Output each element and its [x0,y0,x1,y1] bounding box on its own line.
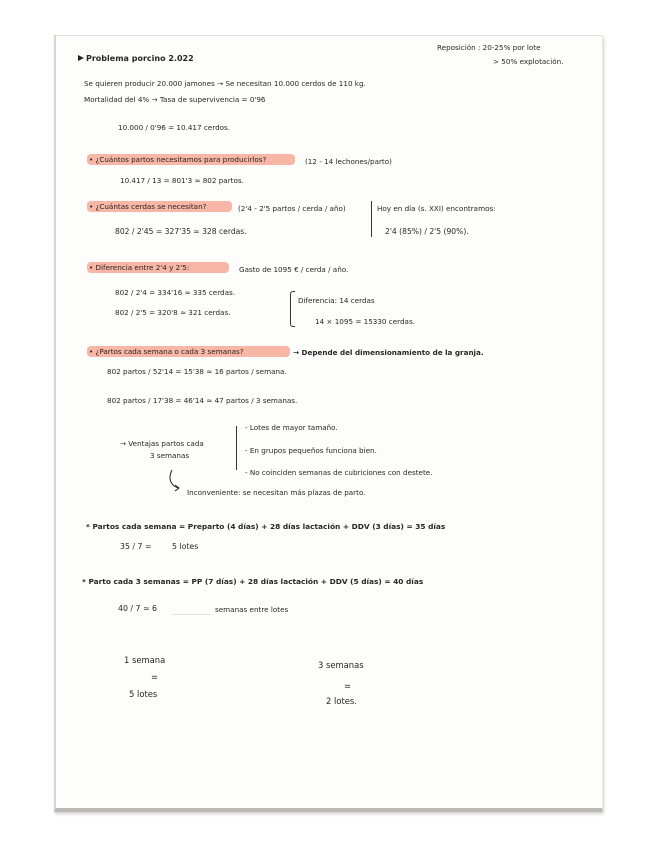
summary-left-eq: = [151,672,159,682]
question-difference-aside: Gasto de 1095 € / cerda / año. [239,265,349,274]
drawback: Inconveniente: se necesitan más plazas de parto. [187,488,366,497]
intro-line-2: Mortalidad del 4% → Tasa de supervivencia = 0'96 [84,95,266,104]
advantages-bracket [236,426,237,470]
intro-line-1: Se quieren producir 20.000 jamones → Se necesitan 10.000 cerdos de 110 kg. [84,79,366,88]
question-frequency: • ¿Partos cada semana o cada 3 semanas? [89,347,244,356]
today-values: 2'4 (85%) / 2'5 (90%). [385,227,469,236]
advantages-label-cont: 3 semanas [150,451,190,460]
difference-label: Diferencia: 14 cerdas [298,296,375,305]
advantages-label: → Ventajas partos cada [120,439,204,448]
triweekly-calc: 40 / 7 ≃ 6 [118,604,157,613]
difference-calc-1: 802 / 2'4 = 334'16 ≃ 335 cerdas. [115,288,236,297]
brace-difference [290,291,295,327]
question-difference: • Diferencia entre 2'4 y 2'5: [89,263,190,272]
difference-calc-3: 14 × 1095 = 15330 cerdas. [315,317,415,326]
summary-left-top: 1 semana [124,655,166,665]
weekly-calc: 35 / 7 = [120,542,152,551]
header-note-exploitation: > 50% explotación. [493,57,564,66]
difference-calc-2: 802 / 2'5 = 320'8 ≃ 321 cerdas. [115,308,231,317]
summary-right-bottom: 2 lotes. [326,696,357,706]
title-arrow-icon [78,55,84,61]
sows-calc: 802 / 2'45 = 327'35 ≃ 328 cerdas. [115,227,247,236]
weekly-result: 5 lotes [172,542,199,551]
triweekly-suffix: semanas entre lotes [215,605,289,614]
weekly-title: * Partos cada semana = Preparto (4 días) + 28 días lactación + DDV (3 días) = 35 días [86,522,446,531]
summary-right-top: 3 semanas [318,660,364,670]
question-frequency-aside: → Depende del dimensionamiento de la granja. [293,348,484,357]
question-sows-aside: (2'4 - 2'5 partos / cerda / año) [238,204,346,213]
triweekly-title: * Parto cada 3 semanas = PP (7 días) + 28 días lactación + DDV (5 días) = 40 días [82,577,424,586]
births-calc: 10.417 / 13 = 801'3 ≃ 802 partos. [120,176,244,185]
today-label: Hoy en día (s. XXI) encontramos: [377,204,496,213]
question-births-aside: (12 - 14 lechones/parto) [305,157,392,166]
advantage-item: - Lotes de mayor tamaño. [245,423,338,432]
blank-line [172,614,212,615]
page-title: Problema porcino 2.022 [86,54,194,63]
frequency-calc-1: 802 partos / 52'14 = 15'38 ≃ 16 partos / semana. [107,367,287,376]
header-note-replacement: Reposición : 20-25% por lote [437,43,541,52]
advantage-item: - En grupos pequeños funciona bien. [245,446,377,455]
curved-arrow-icon [166,470,182,492]
frequency-calc-2: 802 partos / 17'38 = 46'14 ≃ 47 partos / 3 semanas. [107,396,298,405]
question-sows: • ¿Cuántas cerdas se necesitan? [89,202,207,211]
divider-line [371,201,372,237]
summary-right-eq: = [344,681,352,691]
advantage-item: - No coinciden semanas de cubriciones con destete. [245,468,433,477]
intro-calc: 10.000 / 0'96 = 10.417 cerdos. [118,123,231,132]
question-births: • ¿Cuántos partos necesitamos para producirlos? [89,155,267,164]
summary-left-bottom: 5 lotes [129,689,158,699]
